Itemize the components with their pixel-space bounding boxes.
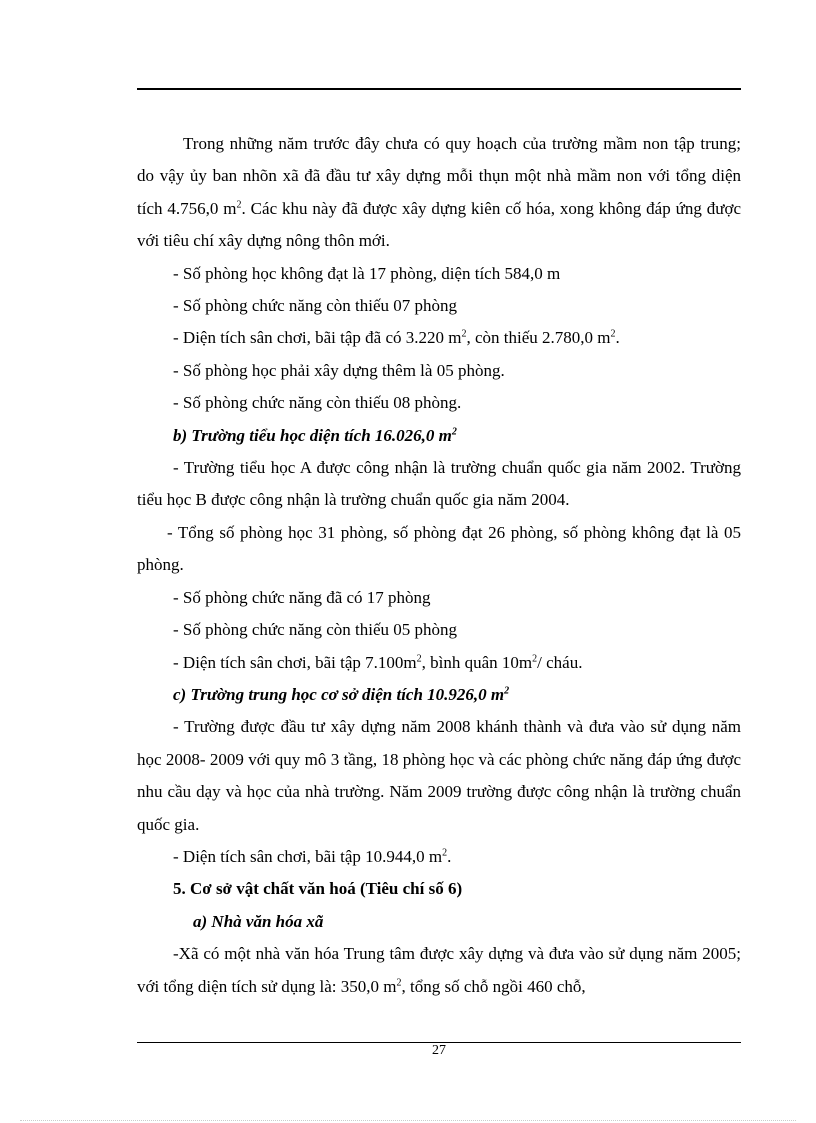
list-item: - Diện tích sân chơi, bãi tập 10.944,0 $m^2$. — [173, 846, 452, 866]
page-edge-divider — [20, 1120, 796, 1121]
paragraph-cultural-house: -Xã có một nhà văn hóa Trung tâm được xây dựng và đưa vào sử dụng năm 2005; với tổng diện tích sử dụng là: 350,0 $m^2$, tổng số chỗ ngồi 460 chỗ, — [137, 944, 741, 996]
page-number: 27 — [432, 1043, 446, 1058]
list-item: - Số phòng chức năng còn thiếu 07 phòng — [173, 296, 458, 316]
paragraph-secondary-investment: - Trường được đầu tư xây dựng năm 2008 khánh thành và đưa vào sử dụng năm học 2008- 2009 với quy mô 3 tầng, 18 phòng học và các phòng chức năng đáp ứng được nhu cầu dạy và học của nhà trường. Năm 2009 trường được công nhận là trường chuẩn quốc gia. — [137, 717, 741, 834]
list-item: - Số phòng học không đạt là 17 phòng, diện tích 584,0 m — [173, 263, 561, 283]
list-item: - Số phòng chức năng đã có 17 phòng — [173, 587, 431, 607]
header-rule — [137, 88, 741, 90]
list-item: - Số phòng chức năng còn thiếu 08 phòng. — [173, 393, 462, 413]
list-item: - Diện tích sân chơi, bãi tập $7.100m^2$, bình quân $10m^2/$ cháu. — [173, 652, 583, 672]
section-heading-cultural-facilities: 5. Cơ sở vật chất văn hoá (Tiêu chí số 6) — [173, 879, 463, 899]
list-item: - Diện tích sân chơi, bãi tập đã có 3.220 $m^2$, còn thiếu 2.780,0 $m^2$. — [173, 328, 620, 348]
paragraph-primary-rooms: - Tổng số phòng học 31 phòng, số phòng đạt 26 phòng, số phòng không đạt là 05 phòng. — [137, 522, 741, 575]
list-item: - Số phòng học phải xây dựng thêm là 05 phòng. — [173, 360, 505, 380]
list-item: - Số phòng chức năng còn thiếu 05 phòng — [173, 620, 458, 640]
paragraph-primary-recognition: - Trường tiểu học A được công nhận là trường chuẩn quốc gia năm 2002. Trường tiểu học B được công nhận là trường chuẩn quốc gia năm 2004. — [137, 458, 741, 510]
subsection-heading-cultural-house: a) Nhà văn hóa xã — [193, 911, 324, 931]
paragraph-kindergarten-intro: Trong những năm trước đây chưa có quy hoạch của trường mầm non tập trung; do vậy ủy ban nhõn xã đã đầu tư xây dựng mỗi thụn một nhà mầm non với tổng diện tích 4.756,0 $m^2$. Các khu này đã được xây dựng kiên cố hóa, xong không đáp ứng được với tiêu chí xây dựng nông thôn mới. — [137, 134, 741, 251]
section-heading-primary-school: b) Trường tiểu học diện tích 16.026,0 $m^2$ — [173, 425, 457, 445]
document-body — [137, 128, 741, 1003]
section-heading-secondary-school: c) Trường trung học cơ sở diện tích 10.926,0 $m^2$ — [173, 684, 510, 704]
